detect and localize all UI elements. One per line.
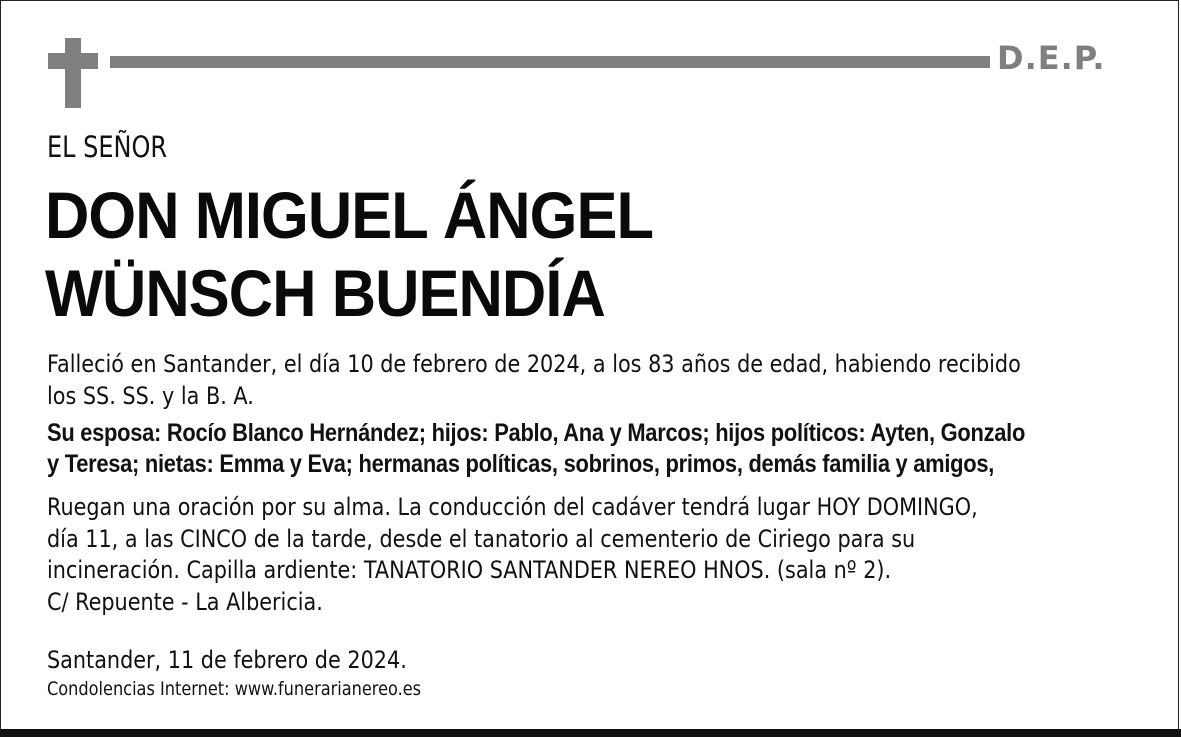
cross-vertical-bar: [65, 38, 81, 108]
ceremony-line: Ruegan una oración por su alma. La conducción del cadáver tendrá lugar HOY DOMINGO,: [47, 493, 978, 521]
ceremony-line: incineración. Capilla ardiente: TANATORIO SANTANDER NEREO HNOS. (sala nº 2).: [47, 556, 892, 584]
condolences-website: Condolencias Internet: www.funerarianereo.es: [47, 678, 422, 700]
place-date: Santander, 11 de febrero de 2024.: [47, 646, 407, 674]
header-rule: [110, 56, 990, 68]
dep-label: D.E.P.: [997, 39, 1106, 77]
family-line: y Teresa; nietas: Emma y Eva; hermanas políticas, sobrinos, primos, demás familia y amigos,: [47, 450, 995, 478]
ceremony-line: día 11, a las CINCO de la tarde, desde el tanatorio al cementerio de Ciriego para su: [47, 524, 916, 553]
bottom-rule: [0, 729, 1181, 737]
death-notice-line: los SS. SS. y la B. A.: [47, 381, 254, 410]
deceased-name-line-2: WÜNSCH BUENDÍA: [45, 256, 605, 330]
cross-horizontal-bar: [48, 53, 98, 69]
ceremony-line: C/ Repuente - La Albericia.: [47, 587, 323, 616]
death-notice-paragraph: [47, 349, 1021, 412]
honorific-prefix: EL SEÑOR: [47, 130, 168, 164]
deceased-name-line-1: DON MIGUEL ÁNGEL: [45, 178, 654, 252]
ceremony-paragraph: [47, 492, 978, 618]
death-notice-line: Falleció en Santander, el día 10 de febrero de 2024, a los 83 años de edad, habiendo recibido: [47, 350, 1021, 378]
family-paragraph: [47, 418, 1025, 480]
family-line: Su esposa: Rocío Blanco Hernández; hijos: Pablo, Ana y Marcos; hijos políticos: Ayten, Gonzalo: [47, 419, 1026, 447]
